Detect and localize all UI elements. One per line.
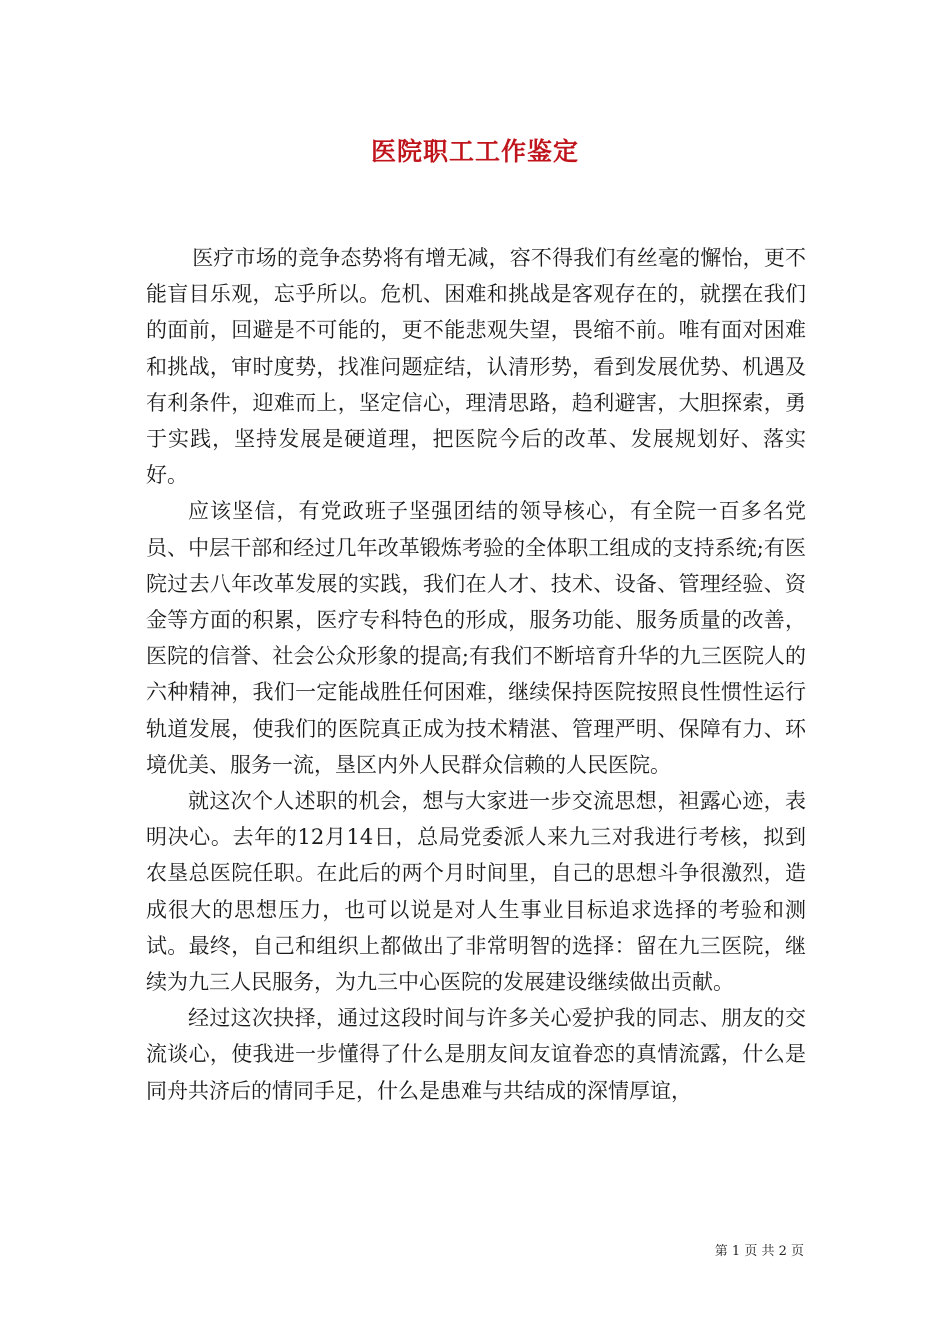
paragraph-3: 就这次个人述职的机会，想与大家进一步交流思想，袒露心迹，表明决心。去年的12月14日，总局党委派人来九三对我进行考核，拟到农垦总医院任职。在此后的两个月时间里，自己的思想斗争很激烈，造成很大的思想压力，也可以说是对人生事业目标追求选择的考验和测试。最终，自己和组织上都做出了非常明智的选择：留在九三医院，继续为九三人民服务，为九三中心医院的发展建设继续做出贡献。 [146,789,806,995]
document-title: 医院职工工作鉴定 [370,137,579,166]
document-body [146,240,806,1109]
paragraph-4: 经过这次抉择，通过这段时间与许多关心爱护我的同志、朋友的交流谈心，使我进一步懂得了什么是朋友间友谊眷恋的真情流露，什么是同舟共济后的情同手足，什么是患难与共结成的深情厚谊， [146,1006,806,1103]
paragraph-2: 应该坚信，有党政班子坚强团结的领导核心，有全院一百多名党员、中层干部和经过几年改革锻炼考验的全体职工组成的支持系统;有医院过去八年改革发展的实践，我们在人才、技术、设备、管理经验、资金等方面的积累，医疗专科特色的形成，服务功能、服务质量的改善，医院的信誉、社会公众形象的提高;有我们不断培育升华的九三医院人的六种精神，我们一定能战胜任何困难，继续保持医院按照良性惯性运行轨道发展，使我们的医院真正成为技术精湛、管理严明、保障有力、环境优美、服务一流，垦区内外人民群众信赖的人民医院。 [146,499,806,777]
page-number-footer: 第 1 页 共 2 页 [714,1244,804,1259]
paragraph-1: 医疗市场的竞争态势将有增无减，容不得我们有丝毫的懈怡，更不能盲目乐观，忘乎所以。危机、困难和挑战是客观存在的，就摆在我们的面前，回避是不可能的，更不能悲观失望，畏缩不前。唯有面对困难和挑战，审时度势，找准问题症结，认清形势，看到发展优势、机遇及有利条件，迎难而上，坚定信心，理清思路，趋利避害，大胆探索，勇于实践，坚持发展是硬道理，把医院今后的改革、发展规划好、落实好。 [146,246,806,488]
